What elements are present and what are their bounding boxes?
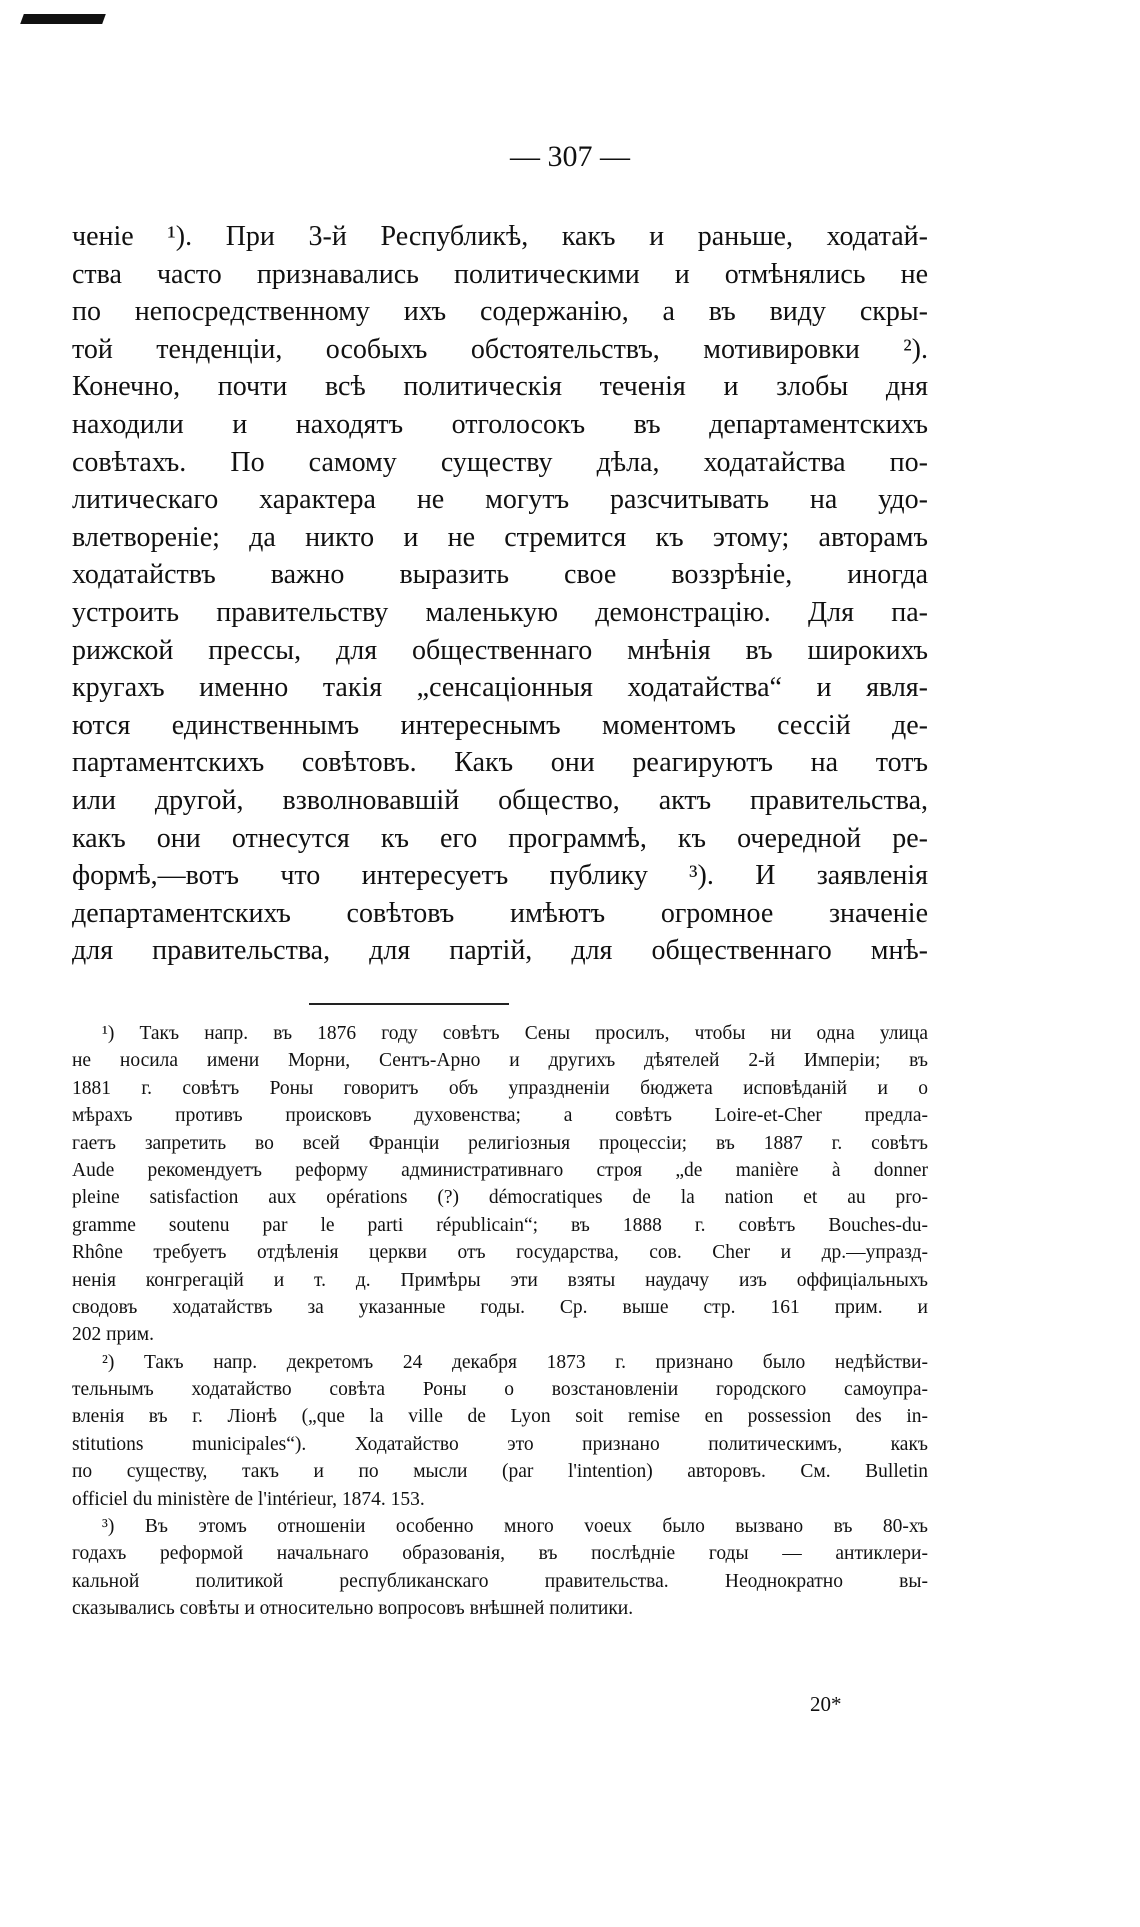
main-text-line: той тенденціи, особыхъ обстоятельствъ, мотивировки ²).	[72, 333, 928, 365]
main-text-line: ченіе ¹). При 3-й Республикѣ, какъ и раньше, ходатай-	[72, 221, 928, 252]
footnote-line: сводовъ ходатайствъ за указанные годы. Ср. выше стр. 161 прим. и	[72, 1296, 928, 1318]
footnote-separator	[309, 1003, 509, 1005]
footnote-line: гаетъ запретить во всей Франціи религіозныя процессіи; въ 1887 г. совѣтъ	[72, 1132, 928, 1154]
footnote-line: ненія конгрегацій и т. д. Примѣры эти взяты наудачу изъ оффиціальныхъ	[72, 1269, 928, 1291]
footnote-line: ²) Такъ напр. декретомъ 24 декабря 1873 г. признано было недѣйстви-	[102, 1351, 928, 1373]
footnote-line: ³) Въ этомъ отношеніи особенно много voeux было вызвано въ 80-хъ	[102, 1516, 928, 1538]
main-text-line: какъ они отнесутся къ его программѣ, къ очередной ре-	[72, 822, 928, 854]
main-text-line: рижской прессы, для общественнаго мнѣнія въ широкихъ	[72, 634, 928, 666]
main-text	[72, 218, 928, 970]
footnote-line: кальной политикой республиканскаго правительства. Неоднократно вы-	[72, 1570, 928, 1592]
footnote-line: вленія въ г. Ліонѣ („que la ville de Lyon soit remise en possession des in-	[72, 1406, 928, 1428]
footnote-line: 202 прим.	[72, 1324, 154, 1346]
main-text-line: совѣтахъ. По самому существу дѣла, ходатайства по-	[72, 446, 928, 478]
footnote-line: ¹) Такъ напр. въ 1876 году совѣтъ Сены просилъ, чтобы ни одна улица	[102, 1023, 928, 1044]
footnote-line: годахъ реформой начальнаго образованія, въ послѣдніе годы — антиклери-	[72, 1543, 928, 1565]
signature-mark: 20*	[810, 1692, 842, 1716]
main-text-line: кругахъ именно такія „сенсаціонныя ходатайства“ и явля-	[72, 672, 928, 704]
main-text-line: департаментскихъ совѣтовъ имѣютъ огромное значеніе	[72, 897, 928, 929]
footnote-line: gramme soutenu par le parti républicain“; въ 1888 г. совѣтъ Bouches-du-	[72, 1214, 928, 1236]
footnote-line: тельнымъ ходатайство совѣта Роны о возстановленіи городского самоупра-	[72, 1379, 928, 1401]
footnote-line: officiel du ministère de l'intérieur, 1874. 153.	[72, 1488, 425, 1510]
main-text-line: партаментскихъ совѣтовъ. Какъ они реагируютъ на тотъ	[72, 747, 928, 779]
main-text-line: ства часто признавались политическими и отмѣнялись не	[72, 258, 928, 290]
scan-corner-mark	[20, 14, 106, 24]
footnote-line: stitutions municipales“). Ходатайство это признано политическимъ, какъ	[72, 1433, 928, 1455]
footnote-line: Aude рекомендуетъ реформу административнаго строя „de manière à donner	[72, 1159, 928, 1181]
main-text-line: для правительства, для партій, для общественнаго мнѣ-	[72, 935, 928, 967]
footnote-line: 1881 г. совѣтъ Роны говоритъ объ упраздненіи бюджета исповѣданій и о	[72, 1077, 928, 1099]
footnote-line: сказывались совѣты и относительно вопросовъ внѣшней политики.	[72, 1598, 634, 1620]
main-text-line: или другой, взволновавшій общество, актъ правительства,	[72, 784, 928, 816]
main-text-line: формѣ,—вотъ что интересуетъ публику ³). И заявленія	[72, 860, 928, 892]
footnote-line: мѣрахъ противъ происковъ духовенства; а совѣтъ Loire-et-Cher предла-	[72, 1105, 928, 1127]
footnote-line: Rhône требуетъ отдѣленія церкви отъ государства, сов. Cher и др.—упразд-	[72, 1242, 928, 1264]
footnote-line: pleine satisfaction aux opérations (?) démocratiques de la nation et au pro-	[72, 1187, 928, 1209]
main-text-line: литическаго характера не могутъ разсчитывать на удо-	[72, 484, 928, 516]
page-number: — 307 —	[510, 140, 630, 173]
main-text-line: по непосредственному ихъ содержанію, а въ виду скры-	[72, 296, 928, 328]
main-text-line: устроить правительству маленькую демонстрацію. Для па-	[72, 596, 928, 628]
footnote-line: по существу, такъ и по мысли (par l'intention) авторовъ. См. Bulletin	[72, 1461, 928, 1483]
footnotes	[72, 1020, 928, 1623]
footnote-line: не носила имени Морни, Сентъ-Арно и другихъ дѣятелей 2-й Имперіи; въ	[72, 1050, 928, 1072]
main-text-line: находили и находятъ отголосокъ въ департаментскихъ	[72, 408, 928, 440]
main-text-line: ходатайствъ важно выразить свое воззрѣніе, иногда	[72, 559, 928, 591]
main-text-line: влетвореніе; да никто и не стремится къ этому; авторамъ	[72, 521, 928, 553]
main-text-line: ются единственнымъ интереснымъ моментомъ сессій де-	[72, 709, 928, 741]
main-text-line: Конечно, почти всѣ политическія теченія и злобы дня	[72, 371, 928, 403]
